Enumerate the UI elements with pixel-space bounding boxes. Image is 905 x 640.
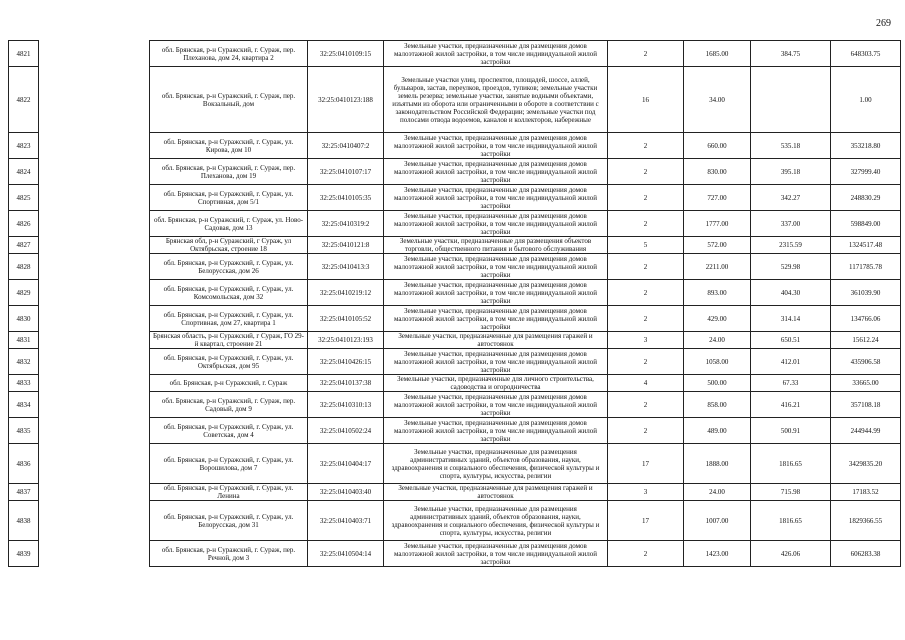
address-cell: обл. Брянская, р-н Суражский, г. Сураж, ул. Комсомольская, дом 32 [150, 280, 308, 306]
address-cell: обл. Брянская, р-н Суражский, г. Сураж [150, 375, 308, 392]
specific-value-cell: 412.01 [751, 349, 831, 375]
area-cell: 1058.00 [684, 349, 751, 375]
address-cell: обл. Брянская, р-н Суражский, г. Сураж, ул. Белорусская, дом 31 [150, 501, 308, 541]
land-use-cell: Земельные участки улиц, проспектов, площадей, шоссе, аллей, бульваров, застав, переулков, проездов, тупиков; земельные участки земель резерва; земельные участки, занятые водными объектами, изъятыми из оборота или ограниченными в обороте в соответствии с законодательством Российской Федерации; земельные участки под полосами отвода водоемов, каналов и коллекторов, набережные [384, 67, 608, 133]
area-cell: 858.00 [684, 392, 751, 418]
spacer-cell [39, 501, 150, 541]
cadastral-cost-cell: 244944.99 [831, 418, 901, 444]
land-use-cell: Земельные участки, предназначенные для размещения объектов торговли, общественного питания и бытового обслуживания [384, 237, 608, 254]
specific-value-cell: 535.18 [751, 133, 831, 159]
area-cell: 489.00 [684, 418, 751, 444]
cadastral-cost-cell: 357108.18 [831, 392, 901, 418]
spacer-cell [39, 392, 150, 418]
cadastral-cost-cell: 33665.00 [831, 375, 901, 392]
row-number: 4821 [9, 41, 39, 67]
cadastral-cost-cell: 17183.52 [831, 484, 901, 501]
group-cell: 2 [608, 41, 684, 67]
address-cell: обл. Брянская, р-н Суражский, г. Сураж, ул. Спортивная, дом 5/1 [150, 185, 308, 211]
spacer-cell [39, 159, 150, 185]
address-cell: обл. Брянская, р-н Суражский, г. Сураж, ул. Белорусская, дом 26 [150, 254, 308, 280]
cadastral-number-cell: 32:25:0410219:12 [308, 280, 384, 306]
area-cell: 34.00 [684, 67, 751, 133]
spacer-cell [39, 375, 150, 392]
table-row [9, 133, 901, 159]
spacer-cell [39, 484, 150, 501]
address-cell: обл. Брянская, р-н Суражский, г. Сураж, пер. Вокзальный, дом [150, 67, 308, 133]
land-use-cell: Земельные участки, предназначенные для размещения домов малоэтажной жилой застройки, в том числе индивидуальной жилой застройки [384, 418, 608, 444]
cadastral-number-cell: 32:25:0410319:2 [308, 211, 384, 237]
group-cell: 2 [608, 185, 684, 211]
land-use-cell: Земельные участки, предназначенные для размещения домов малоэтажной жилой застройки, в том числе индивидуальной жилой застройки [384, 306, 608, 332]
address-cell: обл. Брянская, р-н Суражский, г. Сураж, пер. Плеханова, дом 24, квартира 2 [150, 41, 308, 67]
cadastral-cost-cell: 134766.06 [831, 306, 901, 332]
area-cell: 24.00 [684, 484, 751, 501]
cadastral-cost-cell: 1324517.48 [831, 237, 901, 254]
address-cell: обл. Брянская, р-н Суражский, г. Сураж, ул. Ворошилова, дом 7 [150, 444, 308, 484]
specific-value-cell: 1816.65 [751, 444, 831, 484]
specific-value-cell: 384.75 [751, 41, 831, 67]
land-use-cell: Земельные участки, предназначенные для размещения гаражей и автостоянок [384, 332, 608, 349]
cadastral-number-cell: 32:25:0410121:8 [308, 237, 384, 254]
cadastral-cost-cell: 435906.58 [831, 349, 901, 375]
specific-value-cell: 715.98 [751, 484, 831, 501]
row-number: 4836 [9, 444, 39, 484]
row-number: 4828 [9, 254, 39, 280]
row-number: 4822 [9, 67, 39, 133]
group-cell: 2 [608, 349, 684, 375]
specific-value-cell: 650.51 [751, 332, 831, 349]
cadastral-number-cell: 32:25:0410403:71 [308, 501, 384, 541]
area-cell: 24.00 [684, 332, 751, 349]
cadastral-number-cell: 32:25:0410413:3 [308, 254, 384, 280]
spacer-cell [39, 332, 150, 349]
specific-value-cell: 404.30 [751, 280, 831, 306]
land-use-cell: Земельные участки, предназначенные для размещения домов малоэтажной жилой застройки, в том числе индивидуальной жилой застройки [384, 211, 608, 237]
cadastral-cost-cell: 248830.29 [831, 185, 901, 211]
specific-value-cell: 426.06 [751, 541, 831, 567]
area-cell: 1777.00 [684, 211, 751, 237]
land-use-cell: Земельные участки, предназначенные для размещения административных зданий, объектов образования, науки, здравоохранения и социального обеспечения, физической культуры и спорта, культуры, искусства, религии [384, 501, 608, 541]
cadastral-number-cell: 32:25:0410407:2 [308, 133, 384, 159]
cadastral-cost-cell: 1171785.78 [831, 254, 901, 280]
group-cell: 3 [608, 332, 684, 349]
table-row [9, 41, 901, 67]
spacer-cell [39, 67, 150, 133]
cadastral-number-cell: 32:25:0410403:40 [308, 484, 384, 501]
area-cell: 429.00 [684, 306, 751, 332]
cadastral-cost-cell: 353218.80 [831, 133, 901, 159]
cadastral-cost-cell: 1829366.55 [831, 501, 901, 541]
table-row [9, 541, 901, 567]
address-cell: Брянская область, р-н Суражский, г Сураж, ГО 29-й квартал, строение 21 [150, 332, 308, 349]
land-use-cell: Земельные участки, предназначенные для размещения домов малоэтажной жилой застройки, в том числе индивидуальной жилой застройки [384, 185, 608, 211]
specific-value-cell: 67.33 [751, 375, 831, 392]
group-cell: 2 [608, 159, 684, 185]
table-row [9, 306, 901, 332]
cadastral-number-cell: 32:25:0410310:13 [308, 392, 384, 418]
group-cell: 2 [608, 280, 684, 306]
group-cell: 2 [608, 254, 684, 280]
spacer-cell [39, 349, 150, 375]
address-cell: Брянская обл, р-н Суражский, г Сураж, ул Октябрьская, строение 18 [150, 237, 308, 254]
cadastral-number-cell: 32:25:0410404:17 [308, 444, 384, 484]
specific-value-cell: 2315.59 [751, 237, 831, 254]
cadastral-number-cell: 32:25:0410123:188 [308, 67, 384, 133]
specific-value-cell: 416.21 [751, 392, 831, 418]
specific-value-cell: 1816.65 [751, 501, 831, 541]
specific-value-cell: 314.14 [751, 306, 831, 332]
land-use-cell: Земельные участки, предназначенные для размещения домов малоэтажной жилой застройки, в том числе индивидуальной жилой застройки [384, 349, 608, 375]
cadastral-value-table [8, 40, 901, 567]
address-cell: обл. Брянская, р-н Суражский, г. Сураж, ул. Советская, дом 4 [150, 418, 308, 444]
group-cell: 4 [608, 375, 684, 392]
area-cell: 572.00 [684, 237, 751, 254]
table-row [9, 349, 901, 375]
group-cell: 3 [608, 484, 684, 501]
row-number: 4830 [9, 306, 39, 332]
cadastral-cost-cell: 327999.40 [831, 159, 901, 185]
specific-value-cell: 500.91 [751, 418, 831, 444]
row-number: 4823 [9, 133, 39, 159]
row-number: 4835 [9, 418, 39, 444]
specific-value-cell: 337.00 [751, 211, 831, 237]
spacer-cell [39, 211, 150, 237]
specific-value-cell [751, 67, 831, 133]
group-cell: 17 [608, 501, 684, 541]
land-use-cell: Земельные участки, предназначенные для личного строительства, садоводства и огородничества [384, 375, 608, 392]
address-cell: обл. Брянская, р-н Суражский, г. Сураж, пер. Садовый, дом 9 [150, 392, 308, 418]
row-number: 4834 [9, 392, 39, 418]
area-cell: 1007.00 [684, 501, 751, 541]
table-row [9, 501, 901, 541]
land-use-cell: Земельные участки, предназначенные для размещения домов малоэтажной жилой застройки, в том числе индивидуальной жилой застройки [384, 159, 608, 185]
spacer-cell [39, 444, 150, 484]
address-cell: обл. Брянская, р-н Суражский, г. Сураж, ул. Спортивная, дом 27, квартира 1 [150, 306, 308, 332]
page-number: 269 [876, 18, 891, 29]
area-cell: 893.00 [684, 280, 751, 306]
group-cell: 2 [608, 211, 684, 237]
area-cell: 727.00 [684, 185, 751, 211]
group-cell: 2 [608, 306, 684, 332]
land-use-cell: Земельные участки, предназначенные для размещения домов малоэтажной жилой застройки, в том числе индивидуальной жилой застройки [384, 41, 608, 67]
table-row [9, 185, 901, 211]
area-cell: 2211.00 [684, 254, 751, 280]
table-row [9, 67, 901, 133]
row-number: 4837 [9, 484, 39, 501]
spacer-cell [39, 306, 150, 332]
cadastral-number-cell: 32:25:0410107:17 [308, 159, 384, 185]
land-use-cell: Земельные участки, предназначенные для размещения домов малоэтажной жилой застройки, в том числе индивидуальной жилой застройки [384, 133, 608, 159]
row-number: 4832 [9, 349, 39, 375]
spacer-cell [39, 237, 150, 254]
land-use-cell: Земельные участки, предназначенные для размещения домов малоэтажной жилой застройки, в том числе индивидуальной жилой застройки [384, 392, 608, 418]
table-row [9, 211, 901, 237]
spacer-cell [39, 185, 150, 211]
specific-value-cell: 395.18 [751, 159, 831, 185]
table-row [9, 392, 901, 418]
group-cell: 5 [608, 237, 684, 254]
cadastral-number-cell: 32:25:0410426:15 [308, 349, 384, 375]
table-row [9, 375, 901, 392]
cadastral-number-cell: 32:25:0410105:52 [308, 306, 384, 332]
address-cell: обл. Брянская, р-н Суражский, г. Сураж, ул. Ново-Садовая, дом 13 [150, 211, 308, 237]
cadastral-cost-cell: 361039.90 [831, 280, 901, 306]
group-cell: 2 [608, 541, 684, 567]
row-number: 4827 [9, 237, 39, 254]
area-cell: 660.00 [684, 133, 751, 159]
cadastral-cost-cell: 598849.00 [831, 211, 901, 237]
row-number: 4839 [9, 541, 39, 567]
table-row [9, 254, 901, 280]
area-cell: 830.00 [684, 159, 751, 185]
specific-value-cell: 529.98 [751, 254, 831, 280]
row-number: 4833 [9, 375, 39, 392]
row-number: 4838 [9, 501, 39, 541]
land-use-cell: Земельные участки, предназначенные для размещения домов малоэтажной жилой застройки, в том числе индивидуальной жилой застройки [384, 280, 608, 306]
cadastral-cost-cell: 606283.38 [831, 541, 901, 567]
group-cell: 2 [608, 392, 684, 418]
area-cell: 1888.00 [684, 444, 751, 484]
row-number: 4826 [9, 211, 39, 237]
group-cell: 17 [608, 444, 684, 484]
address-cell: обл. Брянская, р-н Суражский, г. Сураж, ул. Ленина [150, 484, 308, 501]
cadastral-cost-cell: 648303.75 [831, 41, 901, 67]
cadastral-number-cell: 32:25:0410502:24 [308, 418, 384, 444]
group-cell: 2 [608, 418, 684, 444]
row-number: 4824 [9, 159, 39, 185]
spacer-cell [39, 280, 150, 306]
cadastral-cost-cell: 1.00 [831, 67, 901, 133]
group-cell: 16 [608, 67, 684, 133]
group-cell: 2 [608, 133, 684, 159]
spacer-cell [39, 418, 150, 444]
row-number: 4831 [9, 332, 39, 349]
area-cell: 500.00 [684, 375, 751, 392]
cadastral-number-cell: 32:25:0410137:38 [308, 375, 384, 392]
table-row [9, 332, 901, 349]
cadastral-cost-cell: 15612.24 [831, 332, 901, 349]
row-number: 4825 [9, 185, 39, 211]
land-use-cell: Земельные участки, предназначенные для размещения домов малоэтажной жилой застройки, в том числе индивидуальной жилой застройки [384, 541, 608, 567]
cadastral-cost-cell: 3429835.20 [831, 444, 901, 484]
spacer-cell [39, 133, 150, 159]
spacer-cell [39, 41, 150, 67]
land-use-cell: Земельные участки, предназначенные для размещения гаражей и автостоянок [384, 484, 608, 501]
cadastral-number-cell: 32:25:0410109:15 [308, 41, 384, 67]
area-cell: 1685.00 [684, 41, 751, 67]
table-row [9, 237, 901, 254]
address-cell: обл. Брянская, р-н Суражский, г. Сураж, пер. Речной, дом 3 [150, 541, 308, 567]
table-row [9, 444, 901, 484]
table-row [9, 484, 901, 501]
address-cell: обл. Брянская, р-н Суражский, г. Сураж, пер. Плеханова, дом 19 [150, 159, 308, 185]
specific-value-cell: 342.27 [751, 185, 831, 211]
land-use-cell: Земельные участки, предназначенные для размещения административных зданий, объектов образования, науки, здравоохранения и социального обеспечения, физической культуры и спорта, культуры, искусства, религии [384, 444, 608, 484]
spacer-cell [39, 254, 150, 280]
table-row [9, 280, 901, 306]
address-cell: обл. Брянская, р-н Суражский, г. Сураж, ул. Октябрьская, дом 95 [150, 349, 308, 375]
land-use-cell: Земельные участки, предназначенные для размещения домов малоэтажной жилой застройки, в том числе индивидуальной жилой застройки [384, 254, 608, 280]
spacer-cell [39, 541, 150, 567]
table-row [9, 418, 901, 444]
cadastral-number-cell: 32:25:0410504:14 [308, 541, 384, 567]
cadastral-number-cell: 32:25:0410105:35 [308, 185, 384, 211]
area-cell: 1423.00 [684, 541, 751, 567]
row-number: 4829 [9, 280, 39, 306]
address-cell: обл. Брянская, р-н Суражский, г. Сураж, ул. Кирова, дом 10 [150, 133, 308, 159]
table-row [9, 159, 901, 185]
cadastral-number-cell: 32:25:0410123:193 [308, 332, 384, 349]
